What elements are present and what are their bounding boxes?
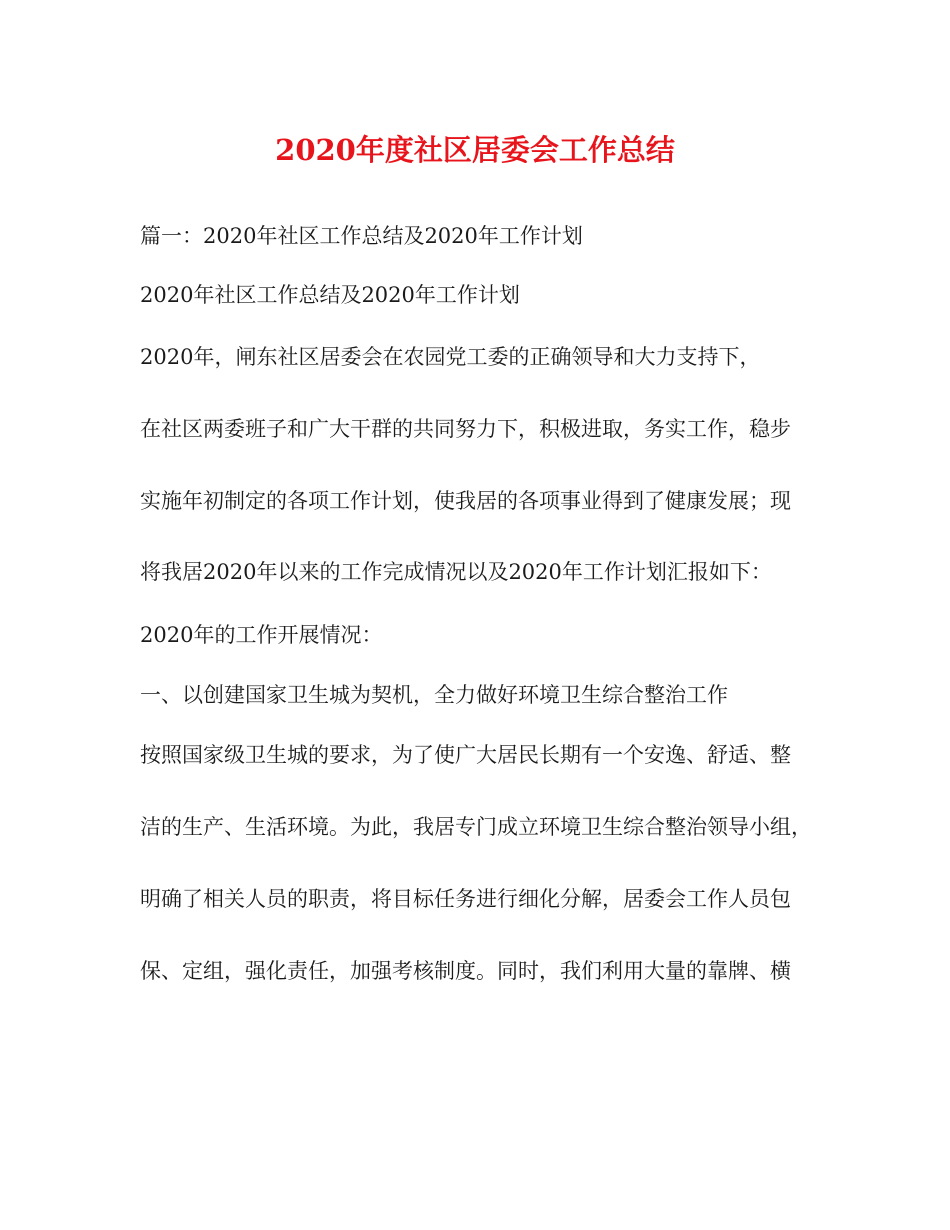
paragraph-line: 明确了相关人员的职责，将目标任务进行细化分解，居委会工作人员包 xyxy=(140,887,791,911)
paragraph-line: 在社区两委班子和广大干群的共同努力下，积极进取，务实工作，稳步 xyxy=(140,417,791,441)
subtitle-line: 2020年社区工作总结及2020年工作计划 xyxy=(140,283,520,307)
paragraph-line: 洁的生产、生活环境。为此，我居专门成立环境卫生综合整治领导小组， xyxy=(140,815,812,839)
document-title: 2020年度社区居委会工作总结 xyxy=(275,133,675,167)
paragraph-line: 将我居2020年以来的工作完成情况以及2020年工作计划汇报如下： xyxy=(140,560,772,584)
section-heading: 篇一：2020年社区工作总结及2020年工作计划 xyxy=(140,224,583,248)
section-heading: 一、以创建国家卫生城为契机，全力做好环境卫生综合整治工作 xyxy=(140,683,728,707)
subheading-line: 2020年的工作开展情况： xyxy=(140,623,383,647)
paragraph-line: 实施年初制定的各项工作计划，使我居的各项事业得到了健康发展；现 xyxy=(140,489,791,513)
paragraph-line: 2020年，闸东社区居委会在农园党工委的正确领导和大力支持下， xyxy=(140,345,761,369)
paragraph-line: 保、定组，强化责任，加强考核制度。同时，我们利用大量的靠牌、横 xyxy=(140,959,791,983)
paragraph-line: 按照国家级卫生城的要求，为了使广大居民长期有一个安逸、舒适、整 xyxy=(140,743,791,767)
